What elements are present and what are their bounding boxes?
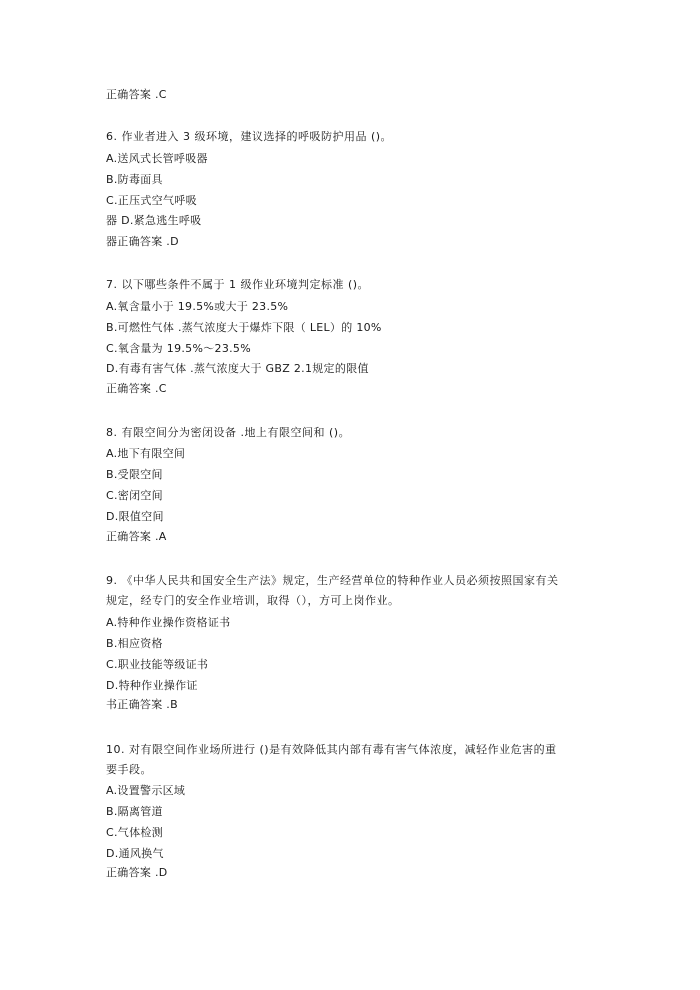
q7-answer: 正确答案 .C (106, 382, 167, 395)
q10-option-a: A.设置警示区域 (106, 784, 186, 797)
q6-option-a: A.送风式长管呼吸器 (106, 152, 208, 165)
q9-answer: 书正确答案 .B (106, 698, 178, 711)
q6-option-c: C.正压式空气呼吸 (106, 194, 197, 207)
q7-option-c: C.氧含量为 19.5%～23.5% (106, 342, 251, 355)
q9-stem-line1: 9. 《中华人民共和国安全生产法》规定，生产经营单位的特种作业人员必须按照国家有关 (106, 574, 559, 587)
q10-answer: 正确答案 .D (106, 866, 168, 879)
q7-option-d: D.有毒有害气体 .蒸气浓度大于 GBZ 2.1规定的限值 (106, 362, 369, 375)
q8-option-b: B.受限空间 (106, 468, 163, 481)
q9-option-b: B.相应资格 (106, 637, 163, 650)
q8-option-d: D.限值空间 (106, 510, 164, 523)
q10-stem-line1: 10. 对有限空间作业场所进行 ()是有效降低其内部有毒有害气体浓度，减轻作业危害的重 (106, 743, 557, 756)
q10-option-d: D.通风换气 (106, 847, 164, 860)
q10-option-b: B.隔离管道 (106, 805, 163, 818)
q8-option-a: A.地下有限空间 (106, 447, 186, 460)
q7-stem: 7. 以下哪些条件不属于 1 级作业环境判定标准 ()。 (106, 278, 370, 291)
q6-answer: 器正确答案 .D (106, 235, 179, 248)
q7-option-a: A.氧含量小于 19.5%或大于 23.5% (106, 300, 289, 313)
q8-stem: 8. 有限空间分为密闭设备 .地上有限空间和 ()。 (106, 426, 351, 439)
q8-answer: 正确答案 .A (106, 530, 167, 543)
q9-option-a: A.特种作业操作资格证书 (106, 616, 231, 629)
q8-option-c: C.密闭空间 (106, 489, 163, 502)
q6-option-b: B.防毒面具 (106, 173, 163, 186)
q9-stem-line2: 规定，经专门的安全作业培训，取得（），方可上岗作业。 (106, 594, 400, 607)
answer-prev: 正确答案 .C (106, 88, 167, 101)
q7-option-b: B.可燃性气体 .蒸气浓度大于爆炸下限（ LEL）的 10% (106, 321, 382, 334)
q6-option-d: 器 D.紧急逃生呼吸 (106, 214, 202, 227)
q9-option-c: C.职业技能等级证书 (106, 658, 209, 671)
q6-stem: 6. 作业者进入 3 级环境，建议选择的呼吸防护用品 ()。 (106, 130, 393, 143)
q10-stem-line2: 要手段。 (106, 763, 152, 776)
q10-option-c: C.气体检测 (106, 826, 163, 839)
q9-option-d: D.特种作业操作证 (106, 679, 198, 692)
